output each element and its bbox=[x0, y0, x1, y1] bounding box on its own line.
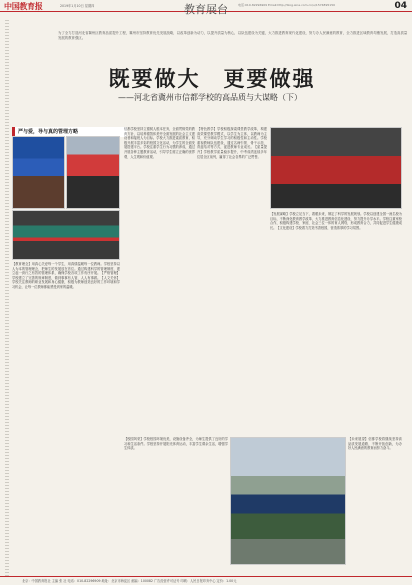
page-number: 04 bbox=[394, 1, 407, 11]
photo-school-event bbox=[12, 210, 120, 260]
page-footer: 北京：中国教育报社 主编 张 社 电话：010-82296909 地址：北京市海淀区 邮编：100082 广告经营许可证号 印刷：人民日报印务中心 定价：1.00元 bbox=[0, 576, 412, 585]
column-heading: 严与爱，导与真的管理方略 bbox=[12, 127, 127, 137]
article-column-4: 【发展谋略】学校立足当下，着眼未来，制定了科学的发展规划。学校以创建全国一流名校为目标，不断深化教育教学改革，大力推进教育信息化建设，努力提升办学水平。学校注重家校合作，积极构建学校、家庭、社会三位一体的育人网络，形成教育合力，共同促进学生健康成长。【文化建设】学校着力打造书香校园，营造浓厚的学习氛围。 bbox=[270, 212, 402, 230]
article-column-5: 【未来展望】信都学校将继续坚持高品质发展道路，不断开拓创新，为办好人民满意的教育而努力奋斗。 bbox=[348, 437, 402, 451]
article-column-1: 【教育理念】用真心关爱每一个学生，用真情温暖每一位教师。学校坚持以人为本的管理理念，把师生的发展放在首位。通过构建科学的管理制度，建立起一套行之有效的管理体系，确保学校各项工作有序开展。【严格管理】学校建立了完善的规章制度，做到事事有人管，人人有事做。【人文关怀】学校关注教师的职业发展和身心健康，积极为教师创造良好的工作环境和学习机会，让每一位教师都能感受到家的温暖。 bbox=[12, 262, 120, 289]
article-column-6: 【校园风采】学校校园环境优美，设施设备齐全，为师生提供了良好的学习和生活条件。学校坚持开展阳光体育运动，丰富学生课余生活，增强学生体质。 bbox=[124, 437, 228, 451]
issue-date: 2019年1月10日 星期四 bbox=[60, 4, 95, 8]
section-title: 教育展台 bbox=[184, 3, 228, 16]
article-headline: 既要做大 更要做强 bbox=[108, 66, 316, 91]
article-column-3: 【特色教学】学校积极探索课堂教学改革，构建高效课堂教学模式，以学生为主体，以教师为主导，充分调动学生学习的积极性和主动性。学校重视教师队伍建设，通过名师引领、骨干示范、青蓝结对等方式，促进教师专业成长。【质量提升】学校教学质量稳步提升，中考成绩连续多年位居全区前列，赢得了社会各界的广泛赞誉。 bbox=[197, 127, 267, 159]
article-column-2: 信都学校坚持立德树人根本任务，全面贯彻党的教育方针，以培养德智体美劳全面发展的社会主义建设者和接班人为目标。学校大力推进素质教育，积极开展丰富多彩的校园文化活动，为学生的全面发展搭建平台。学校注重学生行为习惯的养成，通过开展各种主题教育活动，引导学生树立正确的世界观、人生观和价值观。 bbox=[124, 127, 195, 159]
intro-paragraph: 为了全力打造河北省冀州区教育品质提升工程，冀州市坚持教育优先发展战略，以改革创新为动力，以提升质量为核心，以队伍建设为关键，大力推进教育现代化建设，努力办人民满意的教育，全力推进区域教育均衡发展，打造高质量发展的教育强区。 bbox=[58, 31, 408, 41]
newspaper-logo: 中国教育报 bbox=[4, 1, 43, 11]
left-margin-texture bbox=[5, 20, 9, 576]
masthead bbox=[0, 0, 412, 16]
article-subheadline: ——河北省冀州市信都学校的高品质与大谋略（下） bbox=[118, 93, 302, 102]
photo-award-ceremony bbox=[12, 136, 65, 209]
photo-flag-presentation bbox=[66, 136, 120, 209]
contact-line: 电话:010-82296909 Email:http://blog.sina.com.cn/u/1574895150 bbox=[238, 3, 336, 7]
photo-stage-performance bbox=[270, 127, 402, 209]
